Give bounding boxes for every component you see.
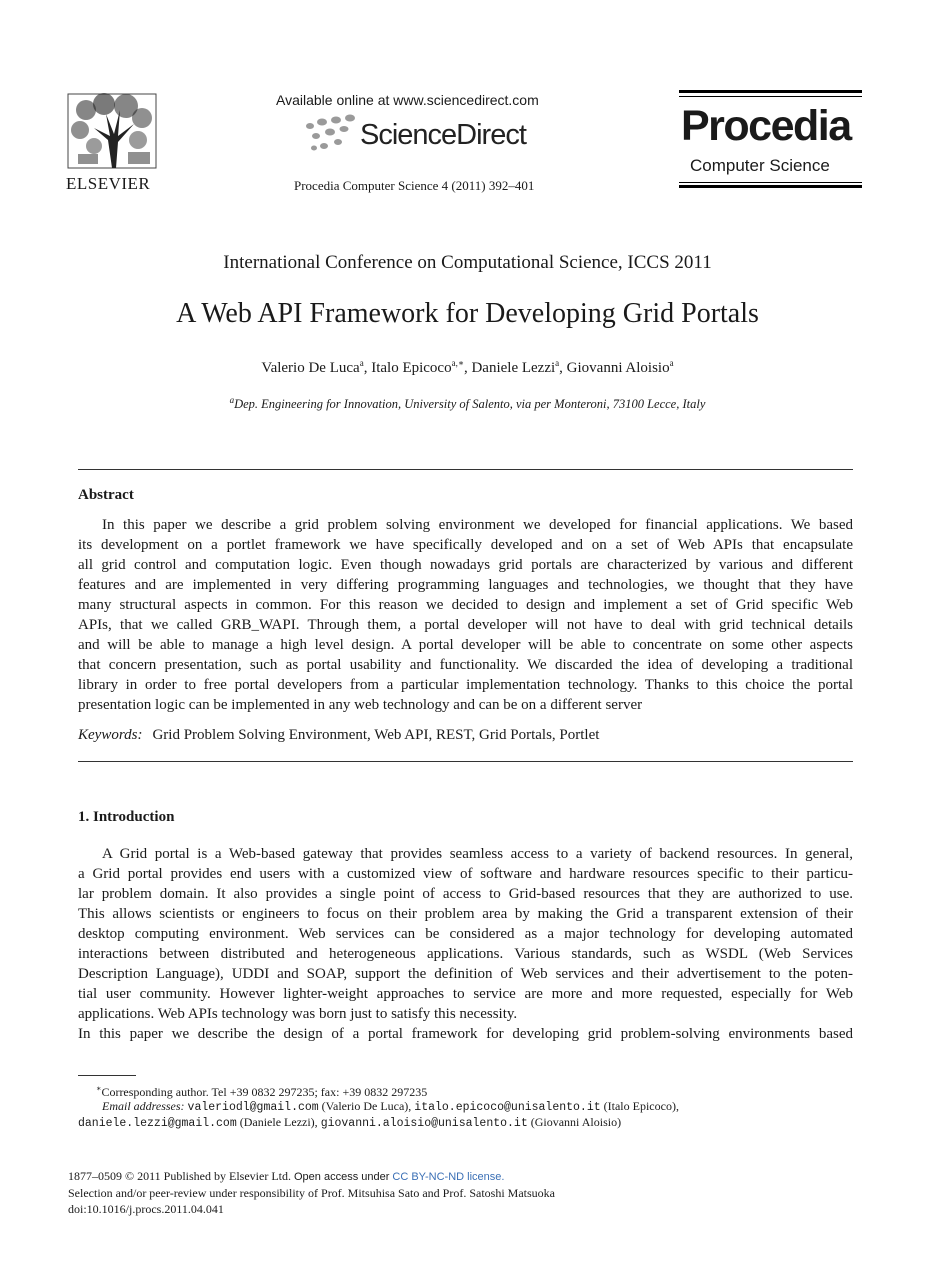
abstract-line: features and are implemented in very differing programming languages and technologies, we thought that they have xyxy=(78,577,853,593)
paper-title: A Web API Framework for Developing Grid Portals xyxy=(176,298,759,329)
email-label: Email addresses: xyxy=(102,1099,185,1113)
abstract-line: all grid control and computation logic. Even though nowadays grid portals are characterized by various and different xyxy=(78,557,853,573)
peer-review-line: Selection and/or peer-review under responsibility of Prof. Mitsuhisa Sato and Prof. Satoshi Matsuoka xyxy=(68,1186,556,1200)
affiliation-mark: a xyxy=(229,395,235,405)
abstract-line: presentation logic can be implemented in any web technology and can be on a different server xyxy=(78,697,643,713)
open-access-text: Open access under xyxy=(294,1171,390,1183)
keywords-label: Keywords: xyxy=(78,727,143,743)
author-name: Italo Epicoco xyxy=(371,360,452,376)
section-heading: 1. Introduction xyxy=(78,809,175,825)
corresponding-author-text: Corresponding author. Tel +39 0832 297235; fax: +39 0832 297235 xyxy=(101,1085,428,1099)
available-online-text: Available online at www.sciencedirect.com xyxy=(276,92,539,108)
abstract-line: APIs, that we called GRB_WAPI. Through them, a portal developer will not have to deal with grid technical details xyxy=(78,617,853,633)
intro-line: applications. Web APIs technology was born just to satisfy this necessity. xyxy=(78,1006,518,1022)
abstract-line: In this paper we describe a grid problem solving environment we developed for financial applications. We based xyxy=(102,517,853,533)
author-separator: , xyxy=(463,360,472,376)
author-mark: a xyxy=(359,358,364,368)
author-mark: a xyxy=(555,358,560,368)
author-list xyxy=(0,358,935,377)
introduction-body xyxy=(78,844,853,1044)
publisher-logo-text: ELSEVIER xyxy=(66,174,151,193)
abstract-line: many structural aspects in common. For this reason we decided to design and implement a set of Grid specific Web xyxy=(78,597,853,613)
abstract-heading: Abstract xyxy=(78,487,134,503)
abstract-line: and will be able to manage a high level design. A portal developer will be able to concentrate on some other aspects xyxy=(78,637,853,653)
procedia-subtitle: Computer Science xyxy=(690,156,830,175)
conference-name: International Conference on Computational Science, ICCS 2011 xyxy=(223,252,712,273)
affiliation xyxy=(0,395,935,412)
divider xyxy=(78,761,853,762)
intro-line: tial user community. However lighter-weight approaches to service are more and more requested, especially for Web xyxy=(78,986,853,1002)
email-link[interactable]: daniele.lezzi@gmail.com xyxy=(78,1117,237,1130)
author-separator: , xyxy=(363,360,372,376)
email-owner: (Daniele Lezzi), xyxy=(239,1115,318,1129)
email-line-2 xyxy=(78,1114,621,1132)
email-owner: (Italo Epicoco), xyxy=(603,1099,679,1113)
author-name: Giovanni Aloisio xyxy=(566,360,670,376)
issn-line xyxy=(68,1168,504,1185)
abstract-body xyxy=(78,515,853,715)
author-name: Daniele Lezzi xyxy=(471,360,556,376)
author-mark: a,∗ xyxy=(451,358,464,368)
abstract-line: that concern presentation, such as portal usability and functionality. We discarded the idea of developing a traditional xyxy=(78,657,853,673)
intro-line: Description Language), UDDI and SOAP, support the definition of Web services and their advertisement to the poten- xyxy=(78,966,853,982)
footnote-rule xyxy=(78,1075,136,1076)
intro-line: lar problem domain. It also provides a single point of access to Grid-based resources that they are authorized to use. xyxy=(78,886,853,902)
keywords xyxy=(78,727,599,744)
divider xyxy=(78,469,853,470)
intro-line: interactions between distributed and heterogeneous applications. Various standards, such as WSDL (Web Services xyxy=(78,946,853,962)
abstract-line: library in order to free portal developers from a particular implementation technology. Thanks to this choice the portal xyxy=(78,677,853,693)
author-name: Valerio De Luca xyxy=(261,360,360,376)
email-link[interactable]: italo.epicoco@unisalento.it xyxy=(414,1101,601,1114)
procedia-title: Procedia xyxy=(681,102,851,150)
intro-line: A Grid portal is a Web-based gateway that provides seamless access to a variety of backend resources. In general, xyxy=(102,846,853,862)
journal-citation: Procedia Computer Science 4 (2011) 392–401 xyxy=(294,178,535,193)
doi-line: doi:10.1016/j.procs.2011.04.041 xyxy=(68,1202,224,1216)
abstract-line: its development on a portlet framework we have specifically developed and on a set of Web APIs that encapsulate xyxy=(78,537,853,553)
license-link[interactable]: CC BY-NC-ND license. xyxy=(392,1171,505,1183)
author-mark: a xyxy=(669,358,674,368)
email-link[interactable]: valeriodl@gmail.com xyxy=(187,1101,319,1114)
intro-line: This allows scientists or engineers to focus on their problem area by making the Grid a transparent extension of their xyxy=(78,906,853,922)
footnote-mark: ∗ xyxy=(96,1084,102,1093)
author-separator: , xyxy=(559,360,567,376)
keywords-text: Grid Problem Solving Environment, Web API, REST, Grid Portals, Portlet xyxy=(152,727,600,743)
intro-line: a Grid portal provides end users with a customized view of software and hardware resources specific to their particu- xyxy=(78,866,853,882)
sciencedirect-logo-text: ScienceDirect xyxy=(360,119,526,151)
email-owner: (Giovanni Aloisio) xyxy=(530,1115,622,1129)
intro-line: desktop computing environment. Web services can be considered as a major technology for developing automated xyxy=(78,926,853,942)
email-owner: (Valerio De Luca), xyxy=(321,1099,412,1113)
issn-text: 1877–0509 © 2011 Published by Elsevier Ltd. xyxy=(68,1169,291,1183)
email-link[interactable]: giovanni.aloisio@unisalento.it xyxy=(320,1117,528,1130)
intro-line: In this paper we describe the design of a portal framework for developing grid problem-solving environments based xyxy=(78,1026,853,1042)
affiliation-text: Dep. Engineering for Innovation, University of Salento, via per Monteroni, 73100 Lecce, Italy xyxy=(234,397,706,412)
